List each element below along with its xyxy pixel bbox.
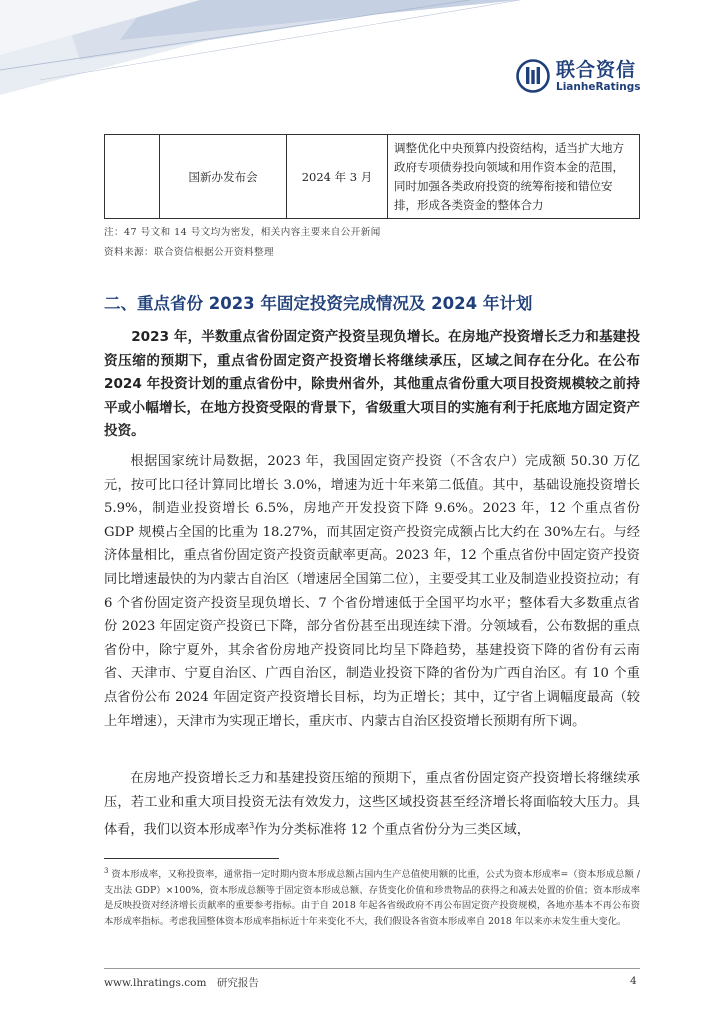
page-number: 4 [630,975,637,987]
body-paragraph-2 [104,450,640,733]
table-cell-content: 调整优化中央预算内投资结构，适当扩大地方政府专项债券投向领域和用作资本金的范围，同时加强各类政府投资的统筹衔接和错位安排，形成各类资金的整体合力 [388,135,640,219]
footnote-text: 资本形成率，又称投资率，通常指一定时期内资本形成总额占国内生产总值使用额的比重，公式为资本形成率=（资本形成总额 / 支出法 GDP）×100%，资本形成总额等于固定资本形成总额、存货变化价值和珍贵物品的获得之和减去处置的价值；资本形成率是反映投资对经济增长贡献率的重要参考指标。由于自 2018 年起各省级政府不再公布固定资产投资规模，各地亦基本不再公布资本形成率指标。考虑我国整体资本形成率指标近十年来变化不大，我们假设各省资本形成率自 2018 年以来亦未发生重大变化。 [104,869,640,927]
paragraph-text: 2023 年，半数重点省份固定资产投资呈现负增长。在房地产投资增长乏力和基建投资压缩的预期下，重点省份固定资产投资增长将继续承压，区域之间存在分化。在公布 2024 年投资计划的重点省份中，除贵州省外，其他重点省份重大项目投资规模较之前持平或小幅增长，在地方投资受限的背景下，省级重大项目的实施有利于托底地方固定资产投资。 [104,329,640,440]
paragraph-text: 作为分类标准将 12 个重点省份分为三类区域， [254,822,530,838]
logo-name-cn: 联合资信 [556,59,637,81]
footnote-mark: 3 [104,867,109,875]
paragraph-text: 在房地产投资增长乏力和基建投资压缩的预期下，重点省份固定资产投资增长将继续承压，若工业和重大项目投资无法有效发力，这些区域投资甚至经济增长将面临较大压力。具体看，我们以资本形成率 [104,771,640,838]
paragraph-text: 根据国家统计局数据，2023 年，我国固定资产投资（不含农户）完成额 50.30 万亿元，按可比口径计算同比增长 3.0%，增速为近十年来第二低值。其中，基础设施投资增长 5.9%，制造业投资增长 6.5%，房地产开发投资下降 9.6%。2023 年，12 个重点省份 GDP 规模占全国的比重为 18.27%，而其固定资产投资完成额占比大约在 30%左右。与经济体量相比，重点省份固定资产投资贡献率更高。2023 年，12 个重点省份中固定资产投资同比增速最快的为内蒙古自治区（增速居全国第二位），主要受其工业及制造业投资拉动；有 6 个省份固定资产投资呈现负增长、7 个省份增速低于全国平均水平；整体看大多数重点省份 2023 年固定资产投资已下降，部分省份甚至出现连续下滑。分领域看，公布数据的重点省份中，除宁夏外，其余省份房地产投资同比均呈下降趋势，基建投资下降的省份有云南省、天津市、宁夏自治区、广西自治区，制造业投资下降的省份为广西自治区。有 10 个重点省份公布 2024 年固定资产投资增长目标，均为正增长；其中，辽宁省上调幅度最高（较上年增速），天津市为实现正增长，重庆市、内蒙古自治区投资增长预期有所下调。 [104,454,640,729]
footnote [104,864,640,929]
table-cell-date: 2024 年 3 月 [287,135,388,219]
logo-name-en: LianheRatings [556,81,641,93]
company-logo [516,56,640,96]
policy-table [104,134,640,219]
footer-divider [104,968,640,969]
footer-site: www.lhratings.com 研究报告 [104,977,259,989]
table-note: 注：47 号文和 14 号文均为密发，相关内容主要来自公开新闻 [104,227,381,238]
summary-paragraph [104,326,640,444]
table-row [105,135,640,219]
table-cell-issuer: 国新办发布会 [160,135,287,219]
footnote-ref: 3 [249,821,255,831]
footnote-divider [104,858,279,859]
table-source: 资料来源：联合资信根据公开资料整理 [104,247,275,258]
lianhe-logo-icon [516,59,550,93]
section-heading: 二、重点省份 2023 年固定投资完成情况及 2024 年计划 [104,294,533,313]
table-cell-blank [105,135,160,219]
body-paragraph-3 [104,767,640,842]
